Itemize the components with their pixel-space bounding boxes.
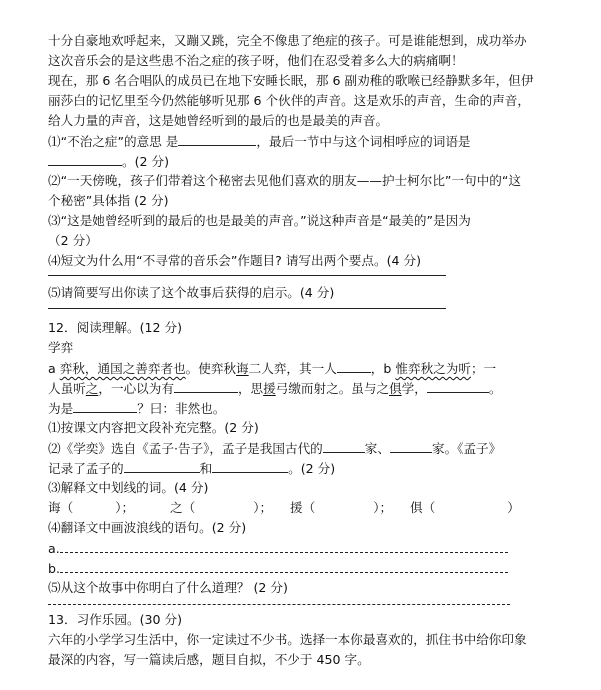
answer-line[interactable] <box>48 604 510 605</box>
question-12-4: ⑷翻译文中画波浪线的语句。(2 分) <box>48 520 247 535</box>
passage-text: ，思 <box>237 381 264 396</box>
answer-blank[interactable] <box>48 153 122 166</box>
question-12-2 <box>48 440 501 457</box>
word-2 <box>170 500 272 516</box>
word-1 <box>48 500 134 516</box>
question-12-title: 12．阅读理解。(12 分) <box>48 320 183 335</box>
word-label: 俱（ <box>410 500 436 515</box>
question-11-2-cont: 个秘密”具体指 (2 分) <box>48 193 169 208</box>
fill-blank[interactable] <box>73 400 137 413</box>
passage-text: 学， <box>401 381 427 396</box>
passage-text: ？曰：非然也。 <box>137 401 226 416</box>
answer-line[interactable] <box>60 560 508 573</box>
word-label: 援（ <box>290 500 316 515</box>
word-label: 诲（ <box>48 500 74 515</box>
label-b: ，b <box>370 361 396 376</box>
label-b: b. <box>48 561 60 576</box>
passage-text: 人虽听 <box>48 381 86 396</box>
question-12-2-cont <box>48 460 335 477</box>
passage-title: 学弈 <box>48 340 74 355</box>
passage-text: ，一心以为有 <box>98 381 174 396</box>
question-13-title: 13．习作乐园。(30 分) <box>48 612 183 627</box>
question-11-3: ⑶“这是她曾经听到的最后的也是最美的声音。”说这种声音是“最美的”是因为 <box>48 213 471 228</box>
translate-b <box>48 560 508 577</box>
word-4 <box>410 500 520 516</box>
passage-text: 。使弈秋 <box>185 361 237 376</box>
passage-line <box>48 360 496 377</box>
answer-blank[interactable] <box>390 440 432 453</box>
answer-blank[interactable] <box>124 460 200 473</box>
answer-line[interactable] <box>60 540 508 553</box>
question-text: 家。《孟子》 <box>431 441 502 456</box>
answer-line[interactable] <box>48 308 446 309</box>
question-text: ，最后一节中与这个词相呼应的词语是 <box>256 134 471 149</box>
question-11-1 <box>48 133 471 150</box>
underlined-word: 援 <box>263 381 276 396</box>
underlined-word: 诲 <box>236 361 249 376</box>
fill-blank[interactable] <box>337 360 371 373</box>
story-line: 现在，那 6 名合唱队的成员已在地下安睡长眠，那 6 副劝稚的歌喉已经静默多年，但伊 <box>48 73 534 88</box>
passage-text: ；一 <box>470 361 497 376</box>
question-11-4: ⑷短文为什么用“不寻常的音乐会”作题目? 请写出两个要点。(4 分) <box>48 253 422 268</box>
question-11-3-cont: （2 分） <box>48 233 98 248</box>
story-line: 十分自豪地欢呼起来，又蹦又跳，完全不像患了绝症的孩子。可是谁能想到，成功举办 <box>48 33 527 48</box>
passage-text: 弓缴而射之。虽与之 <box>275 381 390 396</box>
label-a: a. <box>48 541 60 556</box>
question-12-5: ⑸从这个故事中你明白了什么道理？ (2 分) <box>48 580 288 595</box>
fill-blank[interactable] <box>174 380 238 393</box>
answer-blank[interactable] <box>212 460 288 473</box>
fill-blank[interactable] <box>427 380 489 393</box>
question-text: 和 <box>199 461 213 476</box>
question-13-text: 最深的内容，写一篇读后感，题目自拟，不少于 450 字。 <box>48 652 370 667</box>
question-12-3: ⑶解释文中划线的词。(4 分) <box>48 480 209 495</box>
question-11-2: ⑵“一天傍晚，孩子们带着这个秘密去见他们喜欢的朋友——护士柯尔比”一句中的“这 <box>48 173 521 188</box>
wavy-sentence-b: 惟弈秋之为听 <box>395 361 471 376</box>
underlined-word: 俱 <box>389 381 402 396</box>
question-11-5: ⑸请简要写出你读了这个故事后获得的启示。(4 分) <box>48 285 335 300</box>
passage-text: 。 <box>488 381 502 396</box>
word-close: ）； <box>253 500 273 515</box>
question-11-1-cont <box>48 153 169 170</box>
wavy-sentence-a: 弈秋，通国之善弈者也 <box>59 361 186 376</box>
question-text: 记录了孟子的 <box>48 461 124 476</box>
question-text: ⑵《学奕》选自《孟子·告子》，孟子是我国古代的 <box>48 441 323 456</box>
word-close: ）； <box>115 500 135 515</box>
passage-text: 二人弈，其一人 <box>248 361 337 376</box>
label-a: a <box>48 361 60 376</box>
question-13-text: 六年的小学学习生活中，你一定读过不少书。选择一本你最喜欢的，抓住书中给你印象 <box>48 632 527 647</box>
question-text: 家、 <box>364 441 390 456</box>
translate-a <box>48 540 508 557</box>
word-close: ） <box>507 500 520 515</box>
question-text: 。(2 分) <box>288 461 336 476</box>
question-text: ⑴“不治之症”的意思 是 <box>48 134 179 149</box>
answer-blank[interactable] <box>323 440 365 453</box>
word-label: 之（ <box>170 500 196 515</box>
passage-text: 为是 <box>48 401 74 416</box>
answer-blank[interactable] <box>178 133 256 146</box>
passage-line <box>48 380 501 397</box>
answer-line[interactable] <box>48 275 446 276</box>
underlined-word: 之 <box>85 381 99 396</box>
story-line: 给人力量的声音，这是她曾经听到的最后的也是最美的声音。 <box>48 113 389 128</box>
story-line: 这次音乐会的是这些患不治之症的孩子呀，他们在忍受着多么大的病痛啊！ <box>48 53 464 68</box>
word-3 <box>290 500 392 516</box>
question-12-1: ⑴按课文内容把文段补充完整。(2 分) <box>48 420 259 435</box>
passage-line <box>48 400 225 417</box>
story-line: 丽莎白的记忆里至今仍然能够听见那 6 个伙伴的声音。这是欢乐的声音，生命的声音， <box>48 93 530 108</box>
question-text: 。(2 分) <box>122 154 170 169</box>
word-close: ）； <box>373 500 393 515</box>
